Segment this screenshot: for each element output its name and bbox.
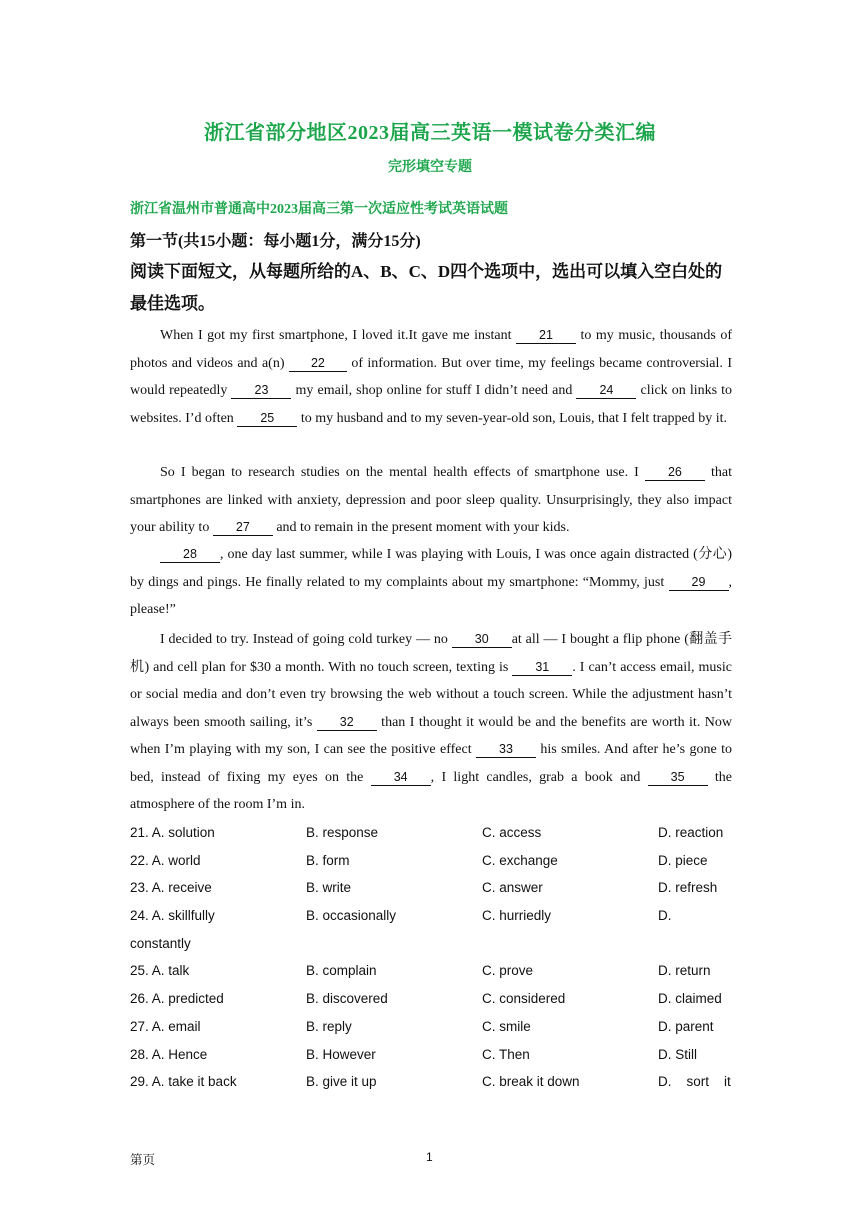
blank-33: 33 — [476, 741, 536, 758]
options-row — [130, 874, 732, 902]
options-row-continued — [130, 930, 732, 958]
option-b: B. discovered — [306, 991, 388, 1007]
option-d: D. sort it — [658, 1074, 731, 1090]
passage-text: than I thought it would be and the benefits are worth it. Now when I’m playing with my son, I can see the positive effect — [130, 714, 732, 757]
passage-text: the atmosphere of the room I’m in. — [130, 769, 733, 812]
option-d: D. return — [658, 963, 711, 979]
blank-28: 28 — [160, 546, 220, 563]
passage-text: that smartphones are linked with anxiety, depression and poor sleep quality. Unsurprisingly, they also impact your ability to — [130, 465, 733, 535]
document-title: 浙江省部分地区2023届高三英语一模试卷分类汇编 — [204, 122, 656, 144]
passage-text: So I began to research studies on the mental health effects of smartphone use. I — [160, 465, 645, 480]
option-c: C. access — [482, 825, 542, 840]
option-a: 28. A. Hence — [130, 1046, 208, 1062]
option-c: C. break it down — [482, 1074, 580, 1090]
option-c: C. exchange — [482, 852, 558, 868]
passage-text: to my husband and to my seven-year-old son, Louis, that I felt trapped by it. — [297, 410, 728, 426]
option-a: 27. A. email — [130, 1018, 201, 1034]
options-row — [130, 902, 732, 930]
passage-paragraph-3 — [130, 541, 732, 624]
passage-text: I decided to try. Instead of going cold turkey — no — [160, 632, 452, 647]
blank-35: 35 — [648, 769, 708, 786]
instruction-text: 阅读下面短文，从每题所给的A、B、C、D四个选项中，选出可以填入空白处的最佳选项。 — [130, 262, 723, 313]
options-row — [130, 957, 732, 985]
passage-paragraph-1 — [130, 322, 732, 432]
option-b: B. response — [306, 825, 379, 840]
option-d: D. claimed — [658, 991, 722, 1007]
option-d: D. refresh — [658, 880, 718, 896]
passage-text: my email, shop online for stuff I didn’t need and — [291, 383, 577, 398]
option-d: D. parent — [658, 1018, 714, 1034]
option-c: C. hurriedly — [482, 908, 552, 924]
blank-30: 30 — [452, 631, 512, 648]
option-a: 24. A. skillfully — [130, 908, 215, 924]
section-heading: 第一节(共15小题：每小题1分，满分15分) — [130, 233, 421, 250]
page-number: 1 — [426, 1150, 433, 1164]
option-c: C. answer — [482, 880, 543, 896]
options-row — [130, 1041, 732, 1069]
option-c: C. prove — [482, 963, 534, 979]
passage-text: to my music, thousands of photos and videos and a(n) — [130, 328, 732, 371]
option-c: C. considered — [482, 991, 566, 1007]
passage-text: , one day last summer, while I was playing with Louis, I was once again distracted (分心) by dings and pings. He finally related to my complaints about my smartphone: “Mommy, just — [130, 547, 732, 590]
passage-text: . I can’t access email, music or social media and don’t even try browsing the web without a touch screen. While the adjustment hasn’t always been smooth sailing, it’s — [130, 659, 732, 730]
options-list — [130, 819, 732, 1096]
passage-text: , please!” — [130, 574, 732, 617]
exam-title: 浙江省温州市普通高中2023届高三第一次适应性考试英语试题 — [130, 202, 508, 217]
option-b: B. form — [306, 852, 350, 868]
option-a: 21. A. solution — [130, 825, 215, 840]
passage-text: at all — I bought a flip phone (翻盖手机) and cell plan for $30 a month. With no touch screen, texting is — [130, 632, 732, 675]
option-d-continued: constantly — [130, 935, 191, 951]
option-d: D. reaction — [658, 825, 724, 840]
option-d: D. — [658, 908, 672, 924]
blank-21: 21 — [516, 327, 576, 344]
option-a: 25. A. talk — [130, 963, 190, 979]
blank-24: 24 — [576, 382, 636, 399]
blank-34: 34 — [371, 769, 431, 786]
option-b: B. reply — [306, 1018, 352, 1034]
passage-text: click on links to websites. I’d often — [130, 383, 733, 426]
blank-25: 25 — [237, 410, 297, 427]
option-b: B. occasionally — [306, 908, 397, 924]
blank-31: 31 — [512, 659, 572, 676]
passage-text: , I light candles, grab a book and — [430, 769, 648, 785]
options-row — [130, 1068, 732, 1096]
blank-26: 26 — [645, 464, 705, 481]
options-row — [130, 819, 732, 847]
option-d: D. piece — [658, 852, 708, 868]
blank-29: 29 — [669, 574, 729, 591]
blank-23: 23 — [231, 382, 291, 399]
option-a: 29. A. take it back — [130, 1074, 237, 1090]
option-a: 23. A. receive — [130, 880, 212, 896]
option-c: C. smile — [482, 1018, 531, 1034]
document-subtitle: 完形填空专题 — [388, 160, 472, 175]
passage-paragraph-4 — [130, 626, 732, 819]
option-d: D. Still — [658, 1046, 698, 1062]
option-b: B. write — [306, 880, 352, 896]
passage-text: and to remain in the present moment with your kids. — [272, 520, 570, 535]
option-a: 26. A. predicted — [130, 991, 224, 1007]
options-row — [130, 985, 732, 1013]
blank-27: 27 — [213, 519, 273, 536]
option-b: B. give it up — [306, 1074, 377, 1090]
footer-label: 第页 — [130, 1153, 156, 1167]
option-b: B. complain — [306, 963, 377, 979]
passage-paragraph-2 — [130, 459, 732, 542]
option-c: C. Then — [482, 1046, 530, 1062]
passage-text: his smiles. And after he’s gone to bed, instead of fixing my eyes on the — [130, 742, 732, 785]
blank-22: 22 — [289, 355, 347, 372]
option-a: 22. A. world — [130, 852, 201, 868]
option-b: B. However — [306, 1046, 376, 1062]
passage-text: of information. But over time, my feelings became controversial. I would repeatedly — [130, 355, 732, 398]
options-row — [130, 1013, 732, 1041]
passage-text: When I got my first smartphone, I loved it.It gave me instant — [160, 328, 516, 343]
blank-32: 32 — [317, 714, 377, 731]
options-row — [130, 847, 732, 875]
